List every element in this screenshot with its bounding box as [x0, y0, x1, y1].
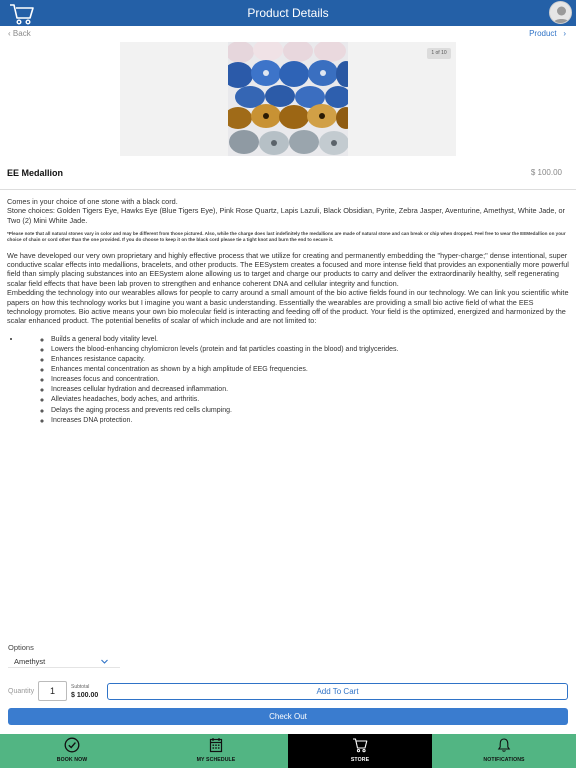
page-title: Product Details — [247, 6, 329, 20]
image-counter: 1 of 10 — [427, 48, 451, 59]
tab-label: MY SCHEDULE — [196, 757, 236, 763]
list-item: ◦ • Builds a general body vitality level. — [51, 335, 569, 345]
product-price: $ 100.00 — [530, 168, 562, 177]
checkout-button[interactable]: Check Out — [8, 708, 568, 725]
benefits-sublist — [51, 335, 569, 426]
list-item: ◦ Increases DNA protection. — [51, 416, 569, 426]
back-label: Back — [12, 29, 31, 38]
tab-label: BOOK NOW — [56, 757, 88, 763]
list-item: ◦ Alleviates headaches, body aches, and arthritis. — [51, 395, 569, 405]
benefits-list — [21, 334, 569, 426]
description-line: Comes in your choice of one stone with a black cord. — [7, 197, 178, 206]
product-link-label: Product — [529, 29, 557, 38]
chevron-down-icon — [101, 658, 108, 665]
calendar-icon — [208, 737, 224, 753]
list-item: ◦ Enhances mental concentration as shown by a high amplitude of EEG frequencies. — [51, 365, 569, 375]
quantity-input[interactable]: 1 — [38, 681, 67, 701]
description-paragraph: Embedding the technology into our wearables allows for people to carry around a small amount of the bio active fields found in our technology. We can link you scientific white papers on how this technology works but I imagine you want a basic understanding. Essentially the wearables are providing a small bio active field of what the EES technology promotes. Bio active means your own bio molecular field is interacting and feeding off of the product. Your field is the optimized, energized and harmonized by the scalar enhanced product. The potential benefits of scalar of which include and are not limited to: — [7, 288, 569, 326]
chevron-right-icon: › — [558, 29, 566, 38]
list-item: ◦ Increases cellular hydration and decreased inflammation. — [51, 385, 569, 395]
tab-my-schedule[interactable] — [144, 734, 288, 768]
tab-store[interactable] — [288, 734, 432, 768]
tab-label: STORE — [350, 757, 370, 763]
nav-row — [0, 26, 576, 42]
list-item: ◦ Lowers the blood-enhancing chylomicron levels (protein and fat particles coasting in the blood) and triglycerides. — [51, 345, 569, 355]
product-name: EE Medallion — [7, 168, 64, 178]
options-label: Options — [8, 643, 34, 652]
list-item: ◦ Enhances resistance capacity. — [51, 355, 569, 365]
add-to-cart-button[interactable]: Add To Cart — [107, 683, 568, 700]
product-header — [0, 164, 576, 190]
top-bar — [0, 0, 576, 26]
chevron-left-icon: ‹ — [8, 29, 11, 38]
option-select[interactable] — [8, 655, 120, 668]
product-image[interactable] — [228, 42, 348, 156]
back-link[interactable] — [8, 29, 31, 38]
quantity-label: Quantity — [8, 688, 35, 695]
tab-book-now[interactable] — [0, 734, 144, 768]
avatar[interactable] — [549, 1, 572, 24]
tab-notifications[interactable] — [432, 734, 576, 768]
subtotal-label: Subtotal — [71, 684, 90, 690]
disclaimer-note: *Please note that all natural stones vary in color and may be different from those pictured. Also, while the charge does last indefinitely the medallions are made of natural stone and can break or chip when dropped. Feel free to wear the EEMedallion on your choice of chain or cord other than the one provided. If you do choose to keep it on the black cord please tie a tight knot and burn the end to secure it. — [7, 231, 566, 243]
tab-label: NOTIFICATIONS — [483, 757, 525, 763]
benefits-bullet — [21, 334, 569, 426]
product-link[interactable] — [529, 29, 566, 38]
bottom-tab-bar — [0, 734, 576, 768]
description-line: Stone choices: Golden Tigers Eye, Hawks Eye (Blue Tigers Eye), Pink Rose Quartz, Lapis Lazuli, Black Obsidian, Pyrite, Zebra Jasper, Aventurine, Amethyst, White Jade, or Two (2) Mini White Jade. — [7, 206, 565, 225]
product-gallery[interactable] — [120, 42, 456, 156]
user-icon — [550, 2, 572, 24]
list-item: ◦ Delays the aging process and prevents red cells clumping. — [51, 406, 569, 416]
product-description — [7, 197, 569, 426]
option-selected-value: Amethyst — [14, 657, 46, 666]
description-paragraph: We have developed our very own proprietary and highly effective process that we utilize for creating and permanently embedding the "hyper-charge;" dense intentional, super conductive scalar effects into medallions, bracelets, and other products. The EESystem creates a focused and more intense field that provides an exponentially more powerful field than simply placing substances into an EESystem alone allowing us to target and charge our products to carry and deliver the extraordinarily healthy, self regenerating scalar field effects that have been lab proven to strengthen and enhance coherent DNA and cellular integrity and function. — [7, 250, 569, 288]
list-item: ◦ Increases focus and concentration. — [51, 375, 569, 385]
bell-icon — [496, 737, 512, 753]
cart-icon — [352, 737, 368, 753]
check-circle-icon — [64, 737, 80, 753]
subtotal-value: $ 100.00 — [71, 692, 99, 699]
